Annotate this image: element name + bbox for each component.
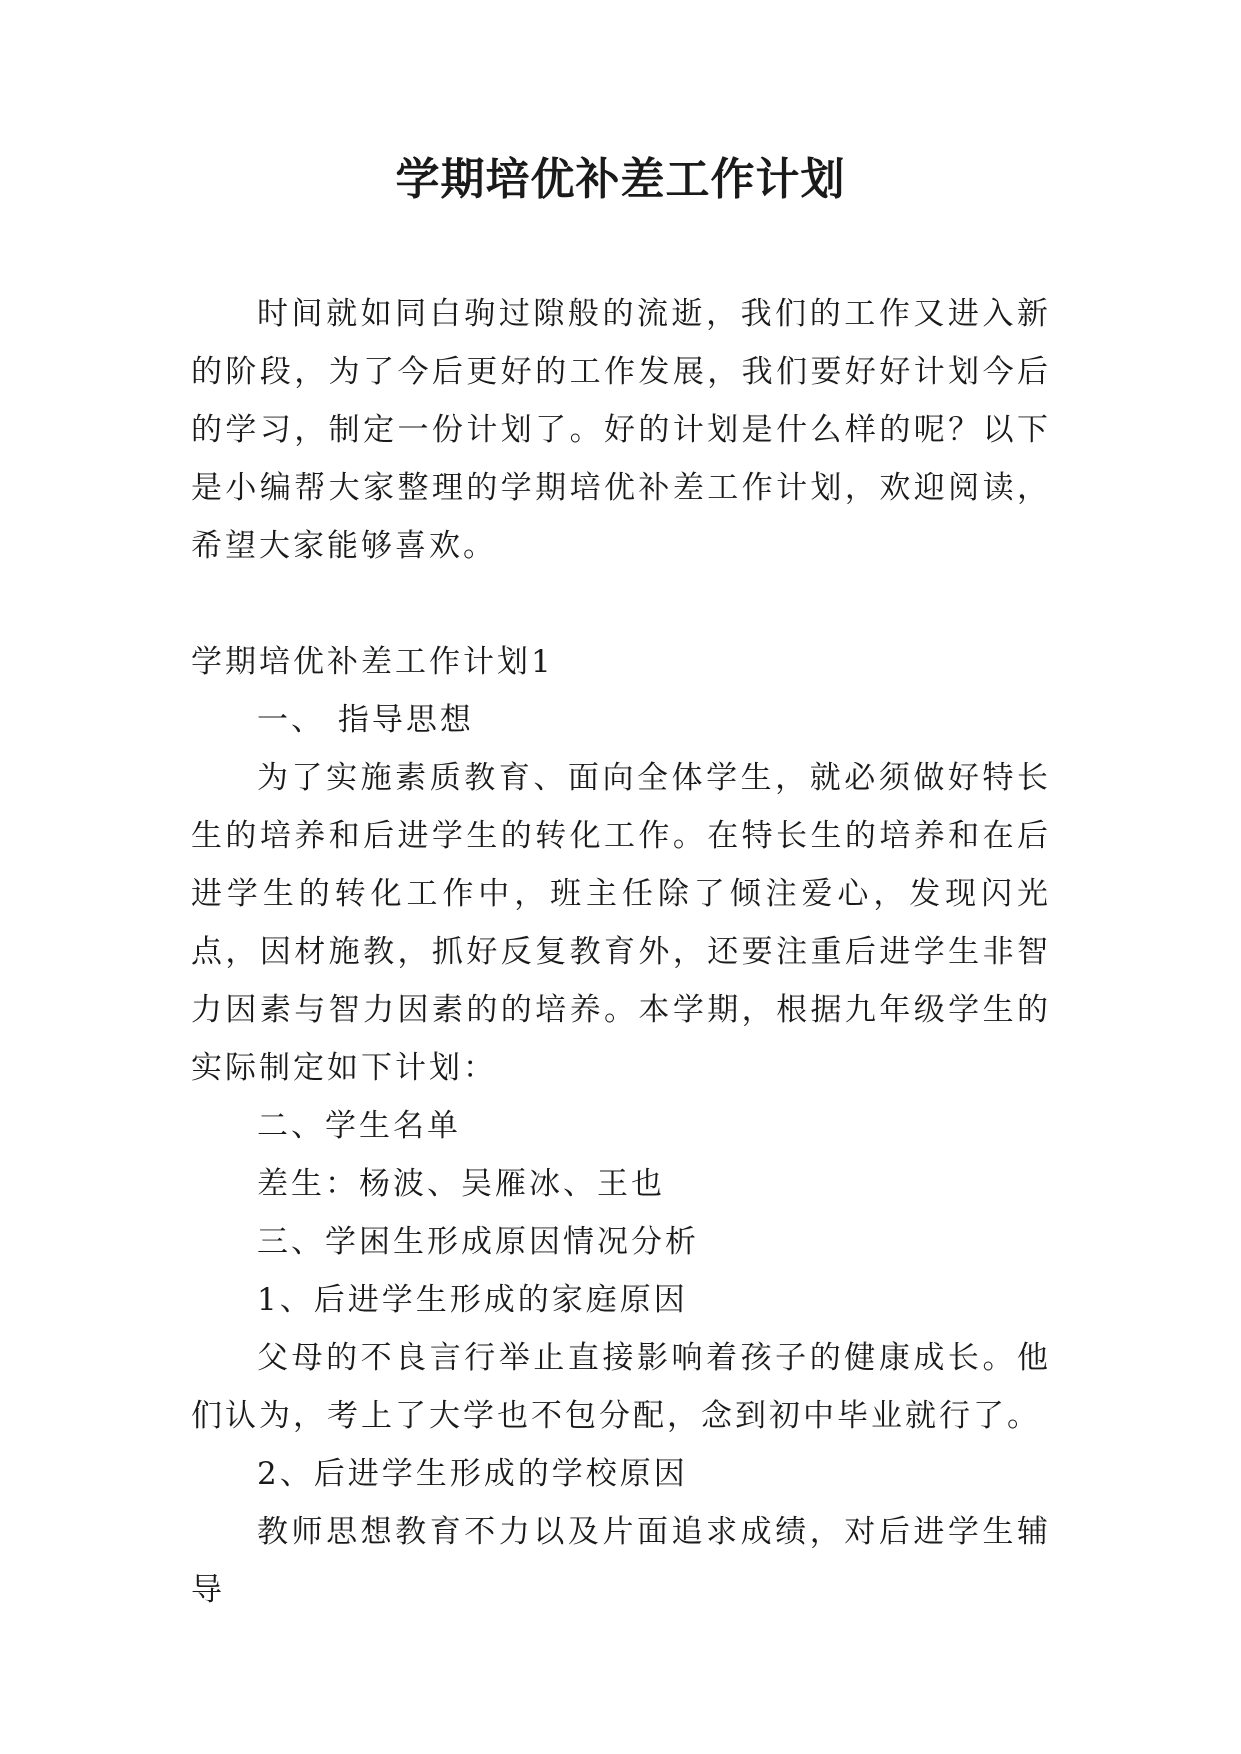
document-title: 学期培优补差工作计划 bbox=[395, 154, 846, 205]
section-heading: 学期培优补差工作计划1 bbox=[191, 644, 554, 680]
heading-student-list: 二、学生名单 bbox=[257, 1108, 461, 1144]
intro-paragraph: 时间就如同白驹过隙般的流逝，我们的工作又进入新的阶段，为了今后更好的工作发展，我们要好好计划今后的学习，制定一份计划了。好的计划是什么样的呢？以下是小编帮大家整理的学期培优补差工作计划，欢迎阅读，希望大家能够喜欢。 bbox=[191, 296, 1051, 564]
heading-school-causes: 2、后进学生形成的学校原因 bbox=[257, 1456, 688, 1492]
student-list: 差生：杨波、吴雁冰、王也 bbox=[257, 1166, 665, 1202]
heading-family-causes: 1、后进学生形成的家庭原因 bbox=[257, 1282, 688, 1318]
document-body bbox=[191, 285, 1051, 1619]
heading-guiding-ideology: 一、 指导思想 bbox=[257, 702, 474, 738]
paragraph-spacer bbox=[191, 575, 1051, 633]
heading-cause-analysis: 三、学困生形成原因情况分析 bbox=[257, 1224, 699, 1260]
paragraph-school-causes: 教师思想教育不力以及片面追求成绩，对后进学生辅导 bbox=[191, 1514, 1051, 1608]
paragraph-guiding-ideology: 为了实施素质教育、面向全体学生，就必须做好特长生的培养和后进学生的转化工作。在特长生的培养和在后进学生的转化工作中，班主任除了倾注爱心，发现闪光点，因材施教，抓好反复教育外，还要注重后进学生非智力因素与智力因素的的培养。本学期，根据九年级学生的实际制定如下计划： bbox=[191, 760, 1051, 1086]
paragraph-family-causes: 父母的不良言行举止直接影响着孩子的健康成长。他们认为，考上了大学也不包分配，念到初中毕业就行了。 bbox=[191, 1340, 1051, 1434]
